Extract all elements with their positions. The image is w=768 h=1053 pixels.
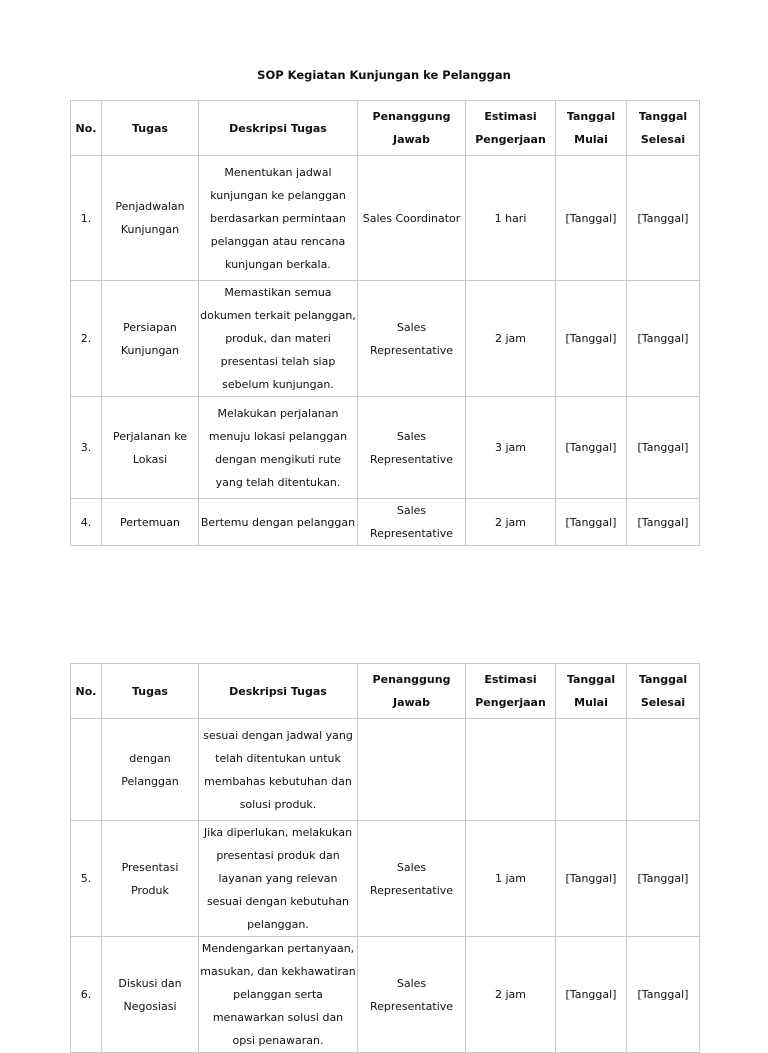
cell-estimasi: 2 jam [466,937,556,1053]
cell-no [71,719,102,821]
cell-tanggal-selesai [627,719,700,821]
cell-deskripsi: Memastikan semua dokumen terkait pelanggan, produk, dan materi presentasi telah siap sebelum kunjungan. [199,281,358,397]
cell-deskripsi: Melakukan perjalanan menuju lokasi pelanggan dengan mengikuti rute yang telah ditentukan. [199,397,358,499]
cell-no: 2. [71,281,102,397]
cell-estimasi: 1 jam [466,821,556,937]
cell-deskripsi: sesuai dengan jadwal yang telah ditentukan untuk membahas kebutuhan dan solusi produk. [199,719,358,821]
sop-table-page-2 [70,663,700,1053]
table-header-row [71,664,700,719]
cell-tanggal-mulai: [Tanggal] [556,397,627,499]
cell-deskripsi: Jika diperlukan, melakukan presentasi produk dan layanan yang relevan sesuai dengan kebutuhan pelanggan. [199,821,358,937]
cell-penanggung-jawab [358,719,466,821]
cell-tanggal-mulai: [Tanggal] [556,156,627,281]
table-row [71,937,700,1053]
cell-penanggung-jawab: Sales Coordinator [358,156,466,281]
cell-penanggung-jawab: Sales Representative [358,821,466,937]
header-tanggal-selesai: Tanggal Selesai [627,664,700,719]
header-tugas: Tugas [102,664,199,719]
header-no: No. [71,664,102,719]
table-row [71,719,700,821]
cell-tugas: Presentasi Produk [102,821,199,937]
header-deskripsi: Deskripsi Tugas [199,664,358,719]
cell-tanggal-selesai: [Tanggal] [627,937,700,1053]
header-estimasi: Estimasi Pengerjaan [466,101,556,156]
cell-tanggal-selesai: [Tanggal] [627,397,700,499]
cell-tanggal-selesai: [Tanggal] [627,156,700,281]
header-tanggal-mulai: Tanggal Mulai [556,101,627,156]
cell-tanggal-mulai [556,719,627,821]
cell-estimasi: 1 hari [466,156,556,281]
cell-tanggal-selesai: [Tanggal] [627,821,700,937]
cell-tanggal-mulai: [Tanggal] [556,821,627,937]
header-no: No. [71,101,102,156]
cell-penanggung-jawab: Sales Representative [358,397,466,499]
cell-tugas: Persiapan Kunjungan [102,281,199,397]
header-tanggal-mulai: Tanggal Mulai [556,664,627,719]
header-penanggung-jawab: Penanggung Jawab [358,101,466,156]
cell-tugas: Pertemuan [102,499,199,546]
cell-penanggung-jawab: Sales Representative [358,499,466,546]
cell-deskripsi: Mendengarkan pertanyaan, masukan, dan kekhawatiran pelanggan serta menawarkan solusi dan opsi penawaran. [199,937,358,1053]
table-row [71,156,700,281]
cell-penanggung-jawab: Sales Representative [358,281,466,397]
table-row [71,397,700,499]
cell-no: 3. [71,397,102,499]
header-deskripsi: Deskripsi Tugas [199,101,358,156]
table-row [71,499,700,546]
cell-tugas: Penjadwalan Kunjungan [102,156,199,281]
header-tanggal-selesai: Tanggal Selesai [627,101,700,156]
cell-tanggal-mulai: [Tanggal] [556,499,627,546]
header-estimasi: Estimasi Pengerjaan [466,664,556,719]
document-title: SOP Kegiatan Kunjungan ke Pelanggan [257,68,511,82]
cell-tugas: Diskusi dan Negosiasi [102,937,199,1053]
cell-deskripsi: Bertemu dengan pelanggan [199,499,358,546]
header-tugas: Tugas [102,101,199,156]
table-row [71,281,700,397]
cell-estimasi: 2 jam [466,499,556,546]
cell-tanggal-selesai: [Tanggal] [627,499,700,546]
cell-estimasi: 2 jam [466,281,556,397]
cell-no: 5. [71,821,102,937]
cell-estimasi: 3 jam [466,397,556,499]
cell-tanggal-selesai: [Tanggal] [627,281,700,397]
cell-tugas: dengan Pelanggan [102,719,199,821]
cell-tanggal-mulai: [Tanggal] [556,937,627,1053]
cell-no: 4. [71,499,102,546]
sop-table-page-1 [70,100,700,546]
cell-deskripsi: Menentukan jadwal kunjungan ke pelanggan berdasarkan permintaan pelanggan atau rencana kunjungan berkala. [199,156,358,281]
cell-no: 6. [71,937,102,1053]
cell-penanggung-jawab: Sales Representative [358,937,466,1053]
cell-no: 1. [71,156,102,281]
header-penanggung-jawab: Penanggung Jawab [358,664,466,719]
cell-estimasi [466,719,556,821]
cell-tanggal-mulai: [Tanggal] [556,281,627,397]
cell-tugas: Perjalanan ke Lokasi [102,397,199,499]
table-row [71,821,700,937]
table-header-row [71,101,700,156]
